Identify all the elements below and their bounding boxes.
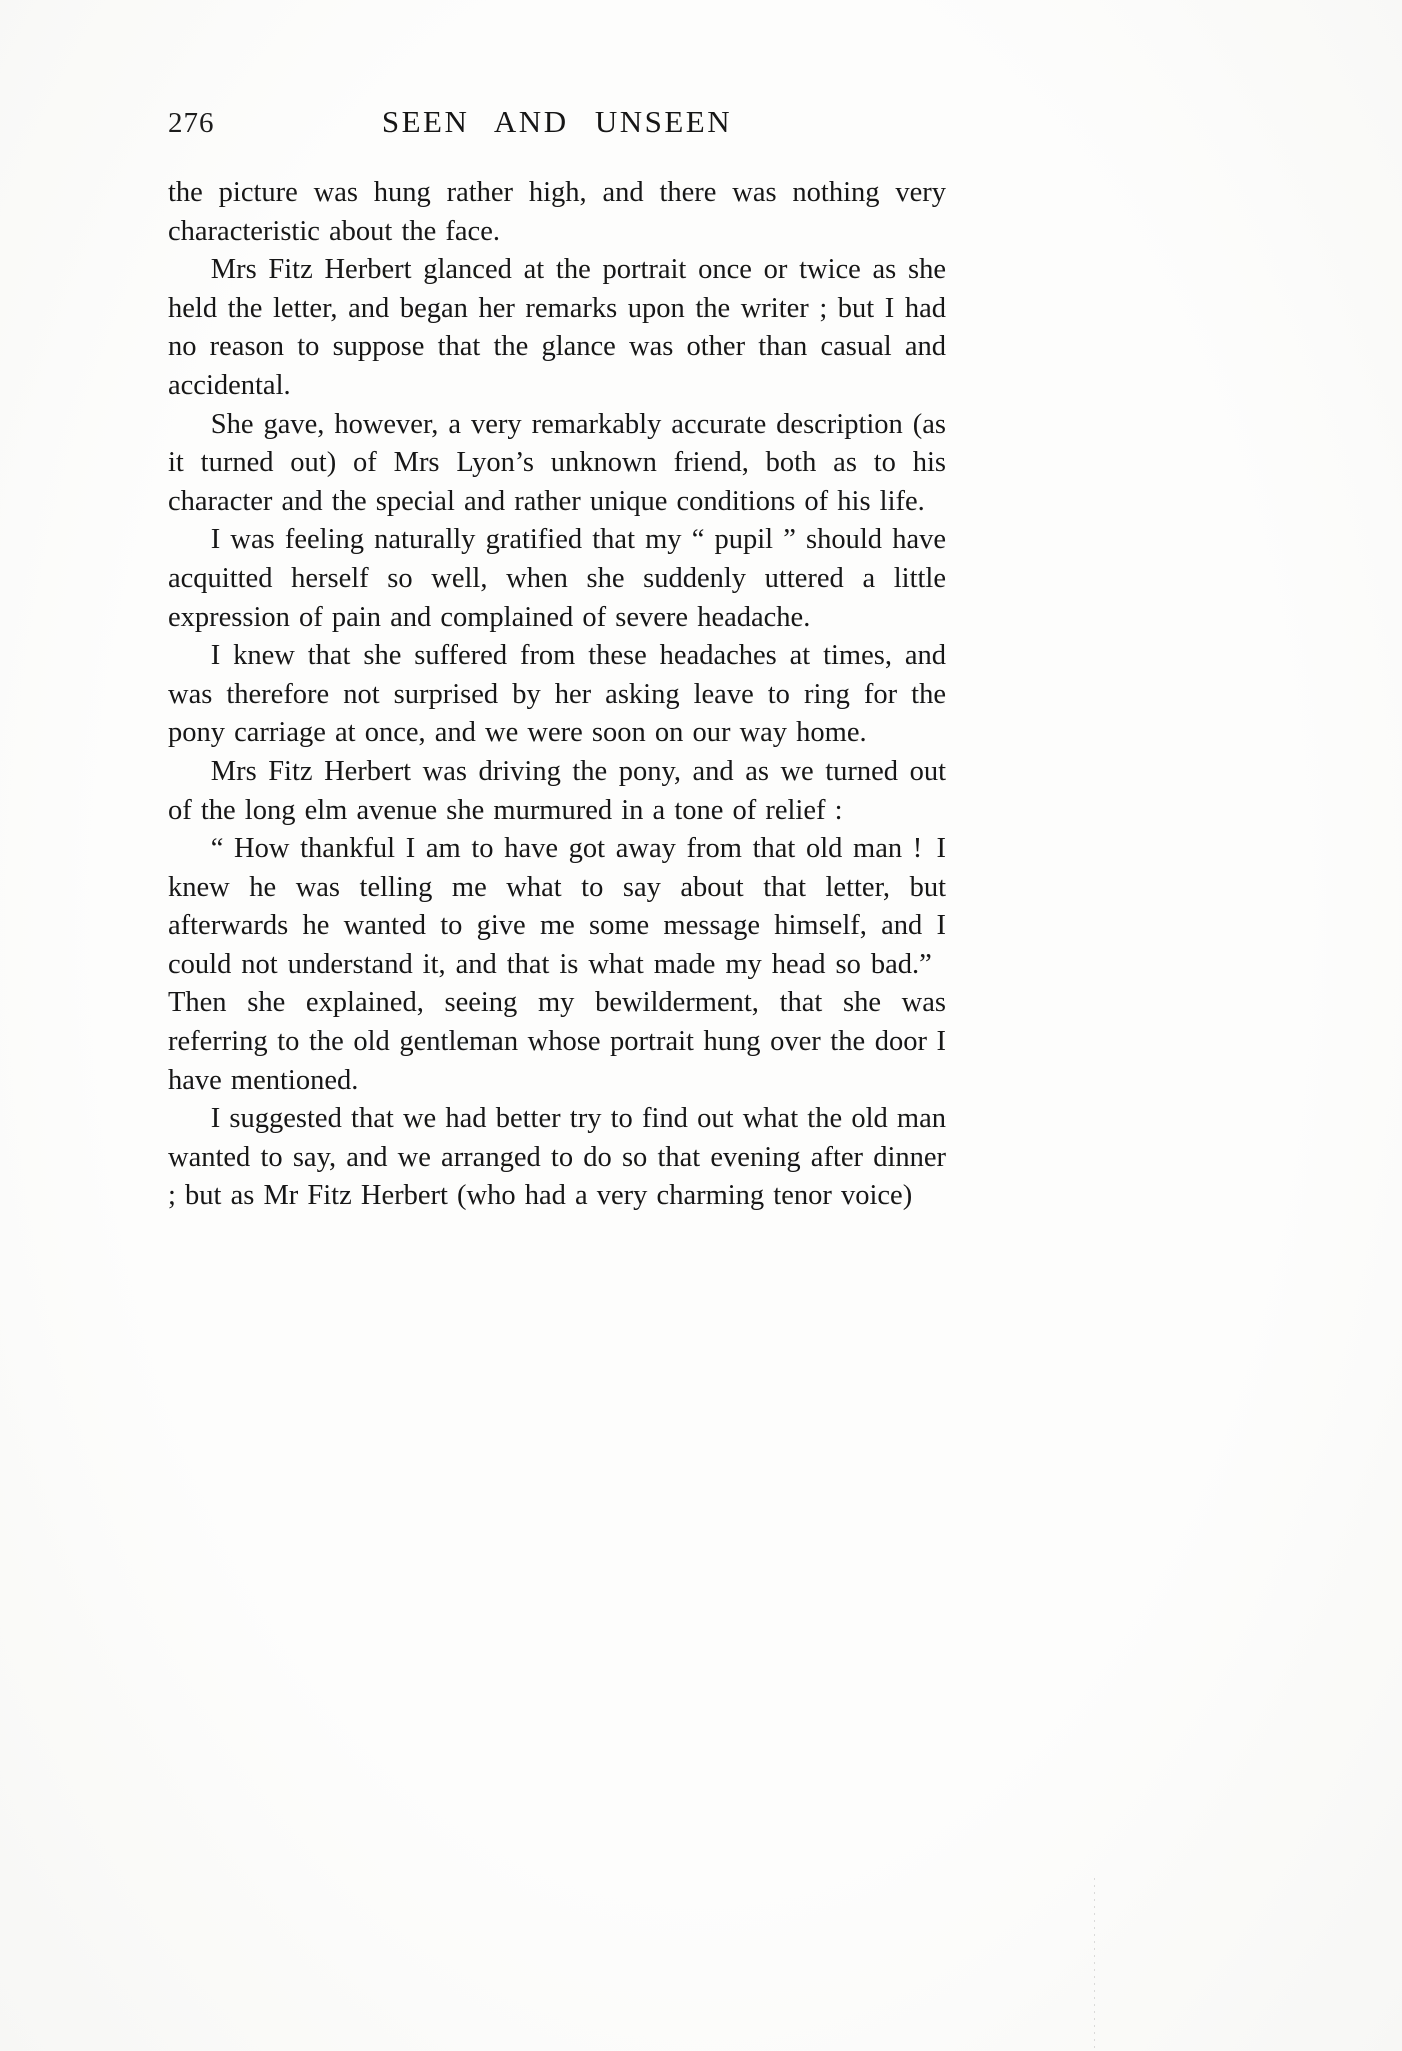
paragraph-2: Mrs Fitz Herbert glanced at the portrait once or twice as she held the letter, and began her remarks upon the writer ; but I had no reason to suppose that the glance was other than casual and accidental. <box>168 254 946 401</box>
paragraph-3: She gave, however, a very remarkably accurate description (as it turned out) of Mrs Lyon’s unknown friend, both as to his character and the special and rather unique conditions of his life. <box>168 408 946 517</box>
paragraph-5: I knew that she suffered from these headaches at times, and was therefore not surprised by her asking leave to ring for the pony carriage at once, and we were soon on our way home. <box>168 640 946 749</box>
running-title: SEEN AND UNSEEN <box>381 104 733 139</box>
paragraph-7: “ How thankful I am to have got away from that old man ! I knew he was telling me what to say about that letter, but afterwards he wanted to give me some message himself, and I could not understand it, and that is what made my head so bad.” Then she explained, seeing my bewilderment, that she was referring to the old gentleman whose portrait hung over the door I have mentioned. <box>168 833 946 1096</box>
paragraph-1: the picture was hung rather high, and there was nothing very characteristic about the face. <box>168 177 946 247</box>
body-text <box>168 174 946 1216</box>
paragraph-4: I was feeling naturally gratified that my “ pupil ” should have acquitted herself so well, when she suddenly uttered a little expression of pain and complained of severe headache. <box>168 524 946 633</box>
paragraph-6: Mrs Fitz Herbert was driving the pony, and as we turned out of the long elm avenue she murmured in a tone of relief : <box>168 755 946 826</box>
content-column <box>168 104 946 1216</box>
paragraph-8: I suggested that we had better try to find out what the old man wanted to say, and we arranged to do so that evening after dinner ; but as Mr Fitz Herbert (who had a very charming tenor voice) <box>168 1103 946 1212</box>
page-header <box>168 104 946 148</box>
page-number: 276 <box>168 107 215 139</box>
scan-artifact-line <box>1094 1878 1095 2048</box>
